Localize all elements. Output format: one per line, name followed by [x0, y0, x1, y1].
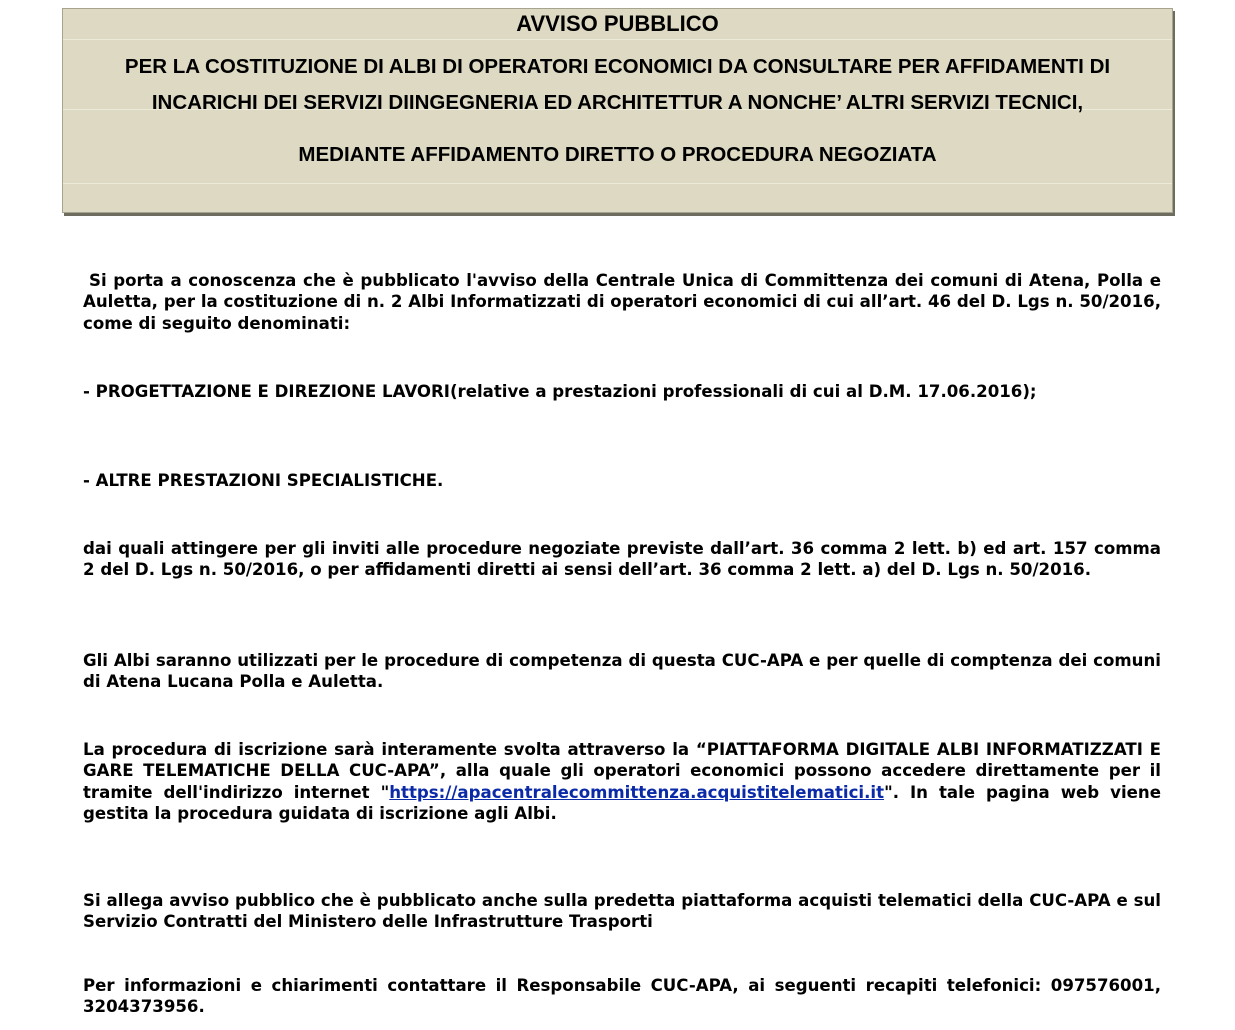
notice-header	[62, 8, 1173, 213]
notice-title: AVVISO PUBBLICO	[516, 11, 719, 36]
notice-subtitle-line-1: PER LA COSTITUZIONE DI ALBI DI OPERATORI ECONOMICI DA CONSULTARE PER AFFIDAMENTI DI	[124, 55, 1111, 78]
procedures-paragraph: dai quali attingere per gli inviti alle procedure negoziate previste dall’art. 36 comma 2 lett. b) ed art. 157 comma 2 del D. Lgs n. 50/2016, o per affidamenti diretti ai sensi dell’art. 36 comma 2 lett. a) del D. Lgs n. 50/2016.	[83, 539, 1161, 580]
list-item-altre-prestazioni: - ALTRE PRESTAZIONI SPECIALISTICHE.	[83, 471, 444, 490]
registration-paragraph	[83, 739, 1161, 824]
notice-subtitle-line-3: MEDIANTE AFFIDAMENTO DIRETTO O PROCEDURA NEGOZIATA	[298, 143, 937, 166]
platform-link[interactable]: https://apacentralecommittenza.acquistitelematici.it	[389, 782, 885, 802]
albi-usage-paragraph: Gli Albi saranno utilizzati per le procedure di competenza di questa CUC-APA e per quelle di comptenza dei comuni di Atena Lucana Polla e Auletta.	[83, 651, 1161, 692]
registration-text-before-link: La procedura di iscrizione sarà interamente svolta attraverso la “PIATTAFORMA DIGITALE ALBI INFORMATIZZATI E GARE TELEMATICHE DELLA CUC-APA”, alla quale gli operatori economici possono accedere direttamente per il tramite dell'indirizzo internet "	[83, 740, 1161, 802]
list-item-progettazione	[83, 381, 1161, 402]
header-rule	[63, 183, 1172, 184]
notice-subtitle-line-2: INCARICHI DEI SERVIZI DIINGEGNERIA ED ARCHITETTUR A NONCHE’ ALTRI SERVIZI TECNICI,	[151, 91, 1084, 114]
list-item-progettazione-detail: (relative a prestazioni professionali di cui al D.M. 17.06.2016);	[449, 382, 1037, 401]
contact-paragraph: Per informazioni e chiarimenti contattare il Responsabile CUC-APA, ai seguenti recapiti telefonici: 097576001, 3204373956.	[83, 976, 1161, 1017]
list-item-progettazione-title: - PROGETTAZIONE E DIREZIONE LAVORI	[83, 382, 450, 401]
header-rule	[63, 39, 1172, 40]
intro-paragraph: Si porta a conoscenza che è pubblicato l'avviso della Centrale Unica di Committenza dei comuni di Atena, Polla e Auletta, per la costituzione di n. 2 Albi Informatizzati di operatori economici di cui all’art. 46 del D. Lgs n. 50/2016, come di seguito denominati:	[83, 271, 1161, 333]
attachment-paragraph: Si allega avviso pubblico che è pubblicato anche sulla predetta piattaforma acquisti telematici della CUC-APA e sul Servizio Contratti del Ministero delle Infrastrutture Trasporti	[83, 891, 1161, 932]
registration-text-after-link: ". In tale pagina web viene gestita la procedura guidata di iscrizione agli Albi.	[83, 782, 1161, 823]
